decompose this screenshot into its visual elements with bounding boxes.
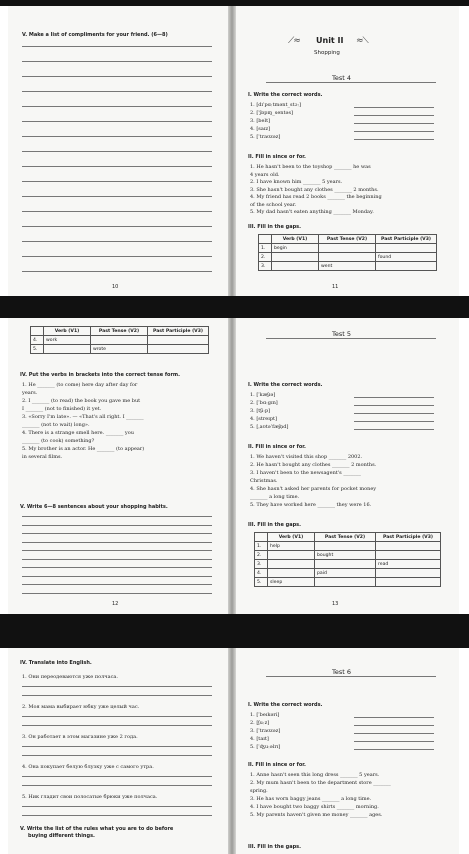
answer-line [22, 584, 212, 585]
page-13 [236, 318, 459, 614]
answer-line [22, 226, 212, 227]
list-item: 3. She hasn't bought any clothes _______ 2 months. [250, 186, 379, 193]
answer-line [354, 139, 434, 140]
list-item: in several films. [22, 454, 63, 460]
answer-line [22, 516, 212, 517]
answer-line [22, 46, 212, 47]
test-rule [266, 676, 436, 677]
list-item: 3. He has worn baggy jeans _______ a long time. [250, 796, 372, 802]
table-header-cell [31, 327, 44, 336]
unit-subtitle: Shopping [314, 50, 340, 56]
s1-heading: I. Write the correct words. [248, 92, 323, 98]
list-item: 4. [saɪz] [250, 126, 271, 132]
compliments-heading: V. Make a list of compliments for your friend. (6—8) [22, 32, 168, 38]
table-header-row [259, 235, 437, 244]
table-cell [376, 244, 437, 253]
table-header-cell: Past Participle (V3) [148, 327, 209, 336]
answer-line [22, 136, 212, 137]
s5-heading: V. Write 6—8 sentences about your shopping habits. [20, 504, 168, 510]
list-item: 2. Моя мама выбирает юбку уже целый час. [22, 704, 140, 710]
table-header-cell [255, 533, 268, 542]
table-cell [315, 542, 376, 551]
test-title: Test 5 [332, 330, 352, 338]
list-item: 2. [ˈʃɒpɪŋ_sentəs] [250, 110, 293, 116]
list-item: 4. My friend has read 2 books _______ the beginning [250, 194, 382, 200]
table-row [259, 253, 437, 262]
table-cell: sleep [268, 578, 315, 587]
answer-line [22, 61, 212, 62]
unit-ornament-right: ≈⟍ [356, 36, 368, 46]
list-item: 2. I have known him _______ 5 years. [250, 179, 343, 185]
table-row [259, 244, 437, 253]
answer-line [22, 716, 212, 717]
table-cell: help [268, 542, 315, 551]
table-header-cell: Past Participle (V3) [376, 533, 441, 542]
gutter [228, 648, 236, 854]
answer-line [354, 741, 434, 742]
answer-line [22, 525, 212, 526]
table-header-row [255, 533, 441, 542]
table-header-cell: Past Tense (V2) [319, 235, 376, 244]
answer-line [22, 533, 212, 534]
table-cell [315, 560, 376, 569]
list-item: 1. He hasn't been to the toyshop _______ he was [250, 164, 371, 170]
table-cell [272, 253, 319, 262]
answer-line [22, 755, 212, 756]
table-header-cell: Verb (V1) [272, 235, 319, 244]
list-item: Christmas. [250, 478, 278, 484]
table-row [31, 345, 209, 354]
list-item: I _______ (not to finished) it yet. [22, 406, 102, 412]
answer-line [22, 593, 212, 594]
answer-line [22, 271, 212, 272]
table-cell: bought [315, 551, 376, 560]
table-cell: work [44, 336, 91, 345]
answer-line [354, 413, 434, 414]
answer-line [354, 749, 434, 750]
table-header-cell: Past Tense (V2) [315, 533, 376, 542]
table-cell [315, 578, 376, 587]
list-item: 3. «Sorry I'm late». — «That's all right. I _______ [22, 414, 144, 420]
table-cell [268, 560, 315, 569]
list-item: 4. I have bought two baggy shirts _______ morning. [250, 804, 379, 810]
list-item: 1. Они переодеваются уже полчаса. [22, 674, 118, 680]
separator-1 [0, 296, 469, 318]
answer-line [354, 405, 434, 406]
gutter [228, 318, 236, 614]
table-cell: read [376, 560, 441, 569]
answer-line [22, 76, 212, 77]
table-row [31, 336, 209, 345]
table-cell [319, 244, 376, 253]
table-cell [44, 345, 91, 354]
spread-2 [8, 318, 459, 614]
answer-line [22, 567, 212, 568]
answer-line [22, 725, 212, 726]
table-header-cell [259, 235, 272, 244]
spread-1 [8, 6, 459, 296]
table-header-cell: Past Participle (V3) [376, 235, 437, 244]
list-item: years. [22, 390, 38, 396]
table-row [259, 262, 437, 271]
list-item: 1. Anne hasn't seen this long dress _______ 5 years. [250, 772, 380, 778]
page-12 [8, 318, 228, 614]
answer-line [22, 576, 212, 577]
answer-line [22, 806, 212, 807]
list-item: 4. [streɪpt] [250, 416, 277, 422]
s2-heading: II. Fill in since or for. [248, 444, 306, 450]
list-item: 5. Ник гладит свои полосатые брюки уже полчаса. [22, 794, 158, 800]
answer-line [22, 550, 212, 551]
table-header-row [31, 327, 209, 336]
test-rule [266, 338, 436, 339]
list-item: 5. My parents haven't given me money _______ ages. [250, 812, 383, 818]
answer-line [22, 151, 212, 152]
table-cell: 2. [255, 551, 268, 560]
table-cell: 5. [255, 578, 268, 587]
list-item: 5. [ˌaʊtəˈfæʃn̩d] [250, 424, 289, 430]
list-item: 1. He _______ (to come) here day after day for [22, 382, 138, 388]
list-item: _______ (not to wait) long». [22, 422, 90, 428]
s4-heading: IV. Put the verbs in brackets into the correct tense form. [20, 372, 181, 378]
list-item: 5. [ˈtraʊzəz] [250, 134, 281, 140]
list-item: 4. Она покупает белую блузку уже с самого утра. [22, 764, 154, 770]
test-title: Test 6 [332, 668, 352, 676]
answer-line [354, 107, 434, 108]
unit-title: Unit II [316, 36, 344, 45]
table-header-cell: Verb (V1) [268, 533, 315, 542]
verbs-table [254, 532, 441, 587]
s3-heading: III. Fill in the gaps. [248, 224, 302, 230]
list-item: 4. There is a strange smell here. _______ you [22, 430, 134, 436]
table-row [255, 560, 441, 569]
table-cell: begin [272, 244, 319, 253]
table-cell: went [319, 262, 376, 271]
list-item: 4. [taɪt] [250, 736, 269, 742]
answer-line [22, 746, 212, 747]
s3-heading: III. Fill in the gaps. [248, 844, 302, 850]
list-item: 1. [ˈbeɪkəri] [250, 712, 280, 718]
s2-heading: II. Fill in since or for. [248, 762, 306, 768]
answer-line [22, 166, 212, 167]
table-cell [91, 336, 148, 345]
answer-line [22, 559, 212, 560]
page-11 [236, 6, 459, 296]
list-item: 4 years old. [250, 171, 280, 178]
table-cell: paid [315, 569, 376, 578]
table-cell: 1. [259, 244, 272, 253]
list-item: 3. I haven't been to the newsagent's _______ [250, 470, 361, 476]
answer-line [22, 181, 212, 182]
list-item: 1. [dɪˈpɑːtmənt_stɔː] [250, 102, 302, 108]
list-item: 5. They have worked here _______ they were 16. [250, 502, 372, 508]
verbs-table [258, 234, 437, 271]
answer-line [354, 429, 434, 430]
answer-line [354, 717, 434, 718]
table-cell: 3. [259, 262, 272, 271]
list-item: 2. My mum hasn't been to the department store _______ [250, 780, 391, 786]
table-cell [376, 551, 441, 560]
answer-line [22, 542, 212, 543]
answer-line [22, 815, 212, 816]
table-cell: 3. [255, 560, 268, 569]
page-15 [236, 648, 459, 854]
list-item: 4. She hasn't asked her parents for pocket money [250, 486, 377, 492]
list-item: of the school year. [250, 201, 297, 208]
table-row [255, 578, 441, 587]
page-number: 11 [332, 284, 339, 290]
table-cell [376, 542, 441, 551]
unit-ornament-left: ⟋≈ [288, 36, 300, 46]
s2-heading: II. Fill in since or for. [248, 154, 306, 160]
answer-line [22, 211, 212, 212]
list-item: 3. [belt] [250, 118, 271, 124]
gutter [228, 6, 236, 296]
list-item: 1. [ˈkæʃɪə] [250, 392, 276, 398]
answer-line [22, 785, 212, 786]
answer-line [354, 725, 434, 726]
answer-line [354, 115, 434, 116]
table-cell [376, 578, 441, 587]
s1-heading: I. Write the correct words. [248, 702, 323, 708]
answer-line [354, 733, 434, 734]
s5-heading-cont: buying different things. [28, 833, 95, 839]
list-item: _______ a long time. [250, 494, 300, 500]
table-cell [376, 262, 437, 271]
list-item: 3. Он работает в этом магазине уже 2 года. [22, 734, 138, 740]
table-cell: 4. [255, 569, 268, 578]
answer-line [22, 91, 212, 92]
page-10 [8, 6, 228, 296]
table-cell: 4. [31, 336, 44, 345]
list-item: 5. My brother is an actor. He _______ (to appear) [22, 446, 145, 452]
table-cell [376, 569, 441, 578]
list-item: 2. I _______ (to read) the book you gave me but [22, 398, 141, 404]
table-cell [272, 262, 319, 271]
page-number: 13 [332, 601, 339, 607]
table-row [255, 569, 441, 578]
answer-line [22, 241, 212, 242]
answer-line [354, 421, 434, 422]
answer-line [354, 397, 434, 398]
answer-line [22, 695, 212, 696]
table-row [255, 542, 441, 551]
list-item: 1. We haven't visited this shop _______ 2002. [250, 454, 363, 460]
list-item: 5. My dad hasn't eaten anything _______ Monday. [250, 209, 374, 215]
answer-line [22, 686, 212, 687]
page-14 [8, 648, 228, 854]
answer-line [22, 106, 212, 107]
answer-line [354, 123, 434, 124]
answer-line [22, 121, 212, 122]
table-row [255, 551, 441, 560]
verbs-table-continued [30, 326, 209, 354]
page-number: 12 [112, 601, 119, 607]
list-item: 3. [tʃiːp] [250, 408, 271, 414]
test-title: Test 4 [332, 74, 352, 82]
list-item: 2. [ˈbɑːgɪn] [250, 400, 278, 406]
list-item: 2. [ʃuːz] [250, 720, 270, 726]
table-cell: found [376, 253, 437, 262]
list-item: 3. [ˈtraʊzəz] [250, 728, 281, 734]
list-item: 5. [ˈʤuːəlrɪ] [250, 744, 281, 750]
table-cell: 2. [259, 253, 272, 262]
list-item: 2. He hasn't bought any clothes _______ 2 months. [250, 462, 377, 468]
table-cell [319, 253, 376, 262]
test-rule [266, 82, 436, 83]
s1-heading: I. Write the correct words. [248, 382, 323, 388]
answer-line [22, 776, 212, 777]
table-header-cell: Past Tense (V2) [91, 327, 148, 336]
spread-3 [8, 648, 459, 854]
table-cell: 1. [255, 542, 268, 551]
list-item: _______ (to cook) something? [22, 438, 95, 444]
s5-heading: V. Write the list of the rules what you are to do before [20, 826, 174, 832]
list-item: spring. [250, 788, 268, 794]
separator-2 [0, 614, 469, 648]
table-cell [148, 336, 209, 345]
s3-heading: III. Fill in the gaps. [248, 522, 302, 528]
answer-line [22, 196, 212, 197]
table-cell [268, 569, 315, 578]
answer-line [354, 131, 434, 132]
table-cell [148, 345, 209, 354]
table-cell [268, 551, 315, 560]
s4-heading: IV. Translate into English. [20, 660, 92, 666]
answer-line [22, 256, 212, 257]
table-header-cell: Verb (V1) [44, 327, 91, 336]
page-number: 10 [112, 284, 119, 290]
table-cell: wrote [91, 345, 148, 354]
table-cell: 5. [31, 345, 44, 354]
